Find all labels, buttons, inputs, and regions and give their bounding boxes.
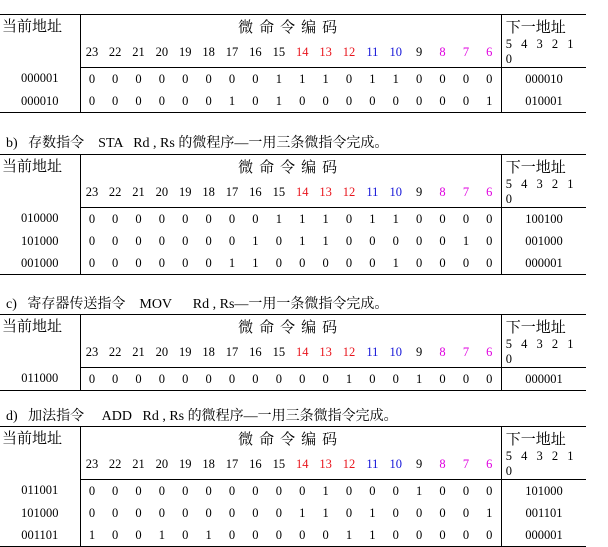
bit-cell: 0 [462,483,470,498]
bit-number: 10 [384,449,407,480]
header-next-address: 下一地址 [501,155,586,178]
next-address-cell: 001000 [501,230,586,252]
header-current-address: 当前地址 [0,15,80,68]
bit-cell: 0 [103,368,126,391]
bit-cell: 0 [103,524,126,547]
bit-number: 9 [407,449,430,480]
bit-cell: 0 [275,483,282,498]
bit-cell: 0 [135,483,142,498]
bit-cell: 0 [80,252,103,275]
bit-cell: 1 [392,71,399,86]
bit-number: 10 [384,337,407,368]
next-address-bit-numbers: 5 4 3 2 1 0 [501,37,586,68]
bit-cell: 1 [478,90,502,113]
bit-cell: 0 [454,368,477,391]
bit-cell: 0 [80,368,103,391]
bit-cell: 0 [407,252,430,275]
bit-cell: 0 [174,252,197,275]
bit-number: 13 [314,177,337,208]
bit-cell: 0 [127,524,150,547]
bit-cell: 0 [416,71,423,86]
header-current-address: 当前地址 [0,155,80,208]
bit-cell: 0 [392,505,399,520]
next-address-bit-numbers: 5 4 3 2 1 0 [501,337,586,368]
table-row [0,208,586,231]
bit-cell: 1 [337,524,360,547]
bit-cell: 0 [174,90,197,113]
bit-cell: 0 [135,71,142,86]
table-row [0,368,586,391]
bit-cell: 1 [361,524,384,547]
bit-number: 22 [103,449,126,480]
bit-cell: 0 [150,90,173,113]
bit-cell: 0 [291,252,314,275]
header-row [0,427,586,450]
bit-cell: 0 [431,90,454,113]
bit-cell: 0 [392,483,399,498]
current-address-cell: 010000 [0,208,80,231]
bit-cell: 1 [322,483,329,498]
bit-cell: 0 [314,524,337,547]
table-block-d [0,426,586,547]
bit-cell: 0 [454,252,477,275]
microcode-table [0,14,586,113]
bit-cell: 0 [462,71,470,86]
bit-cell: 1 [252,233,259,248]
bit-cell: 0 [158,505,165,520]
bit-number: 23 [80,337,103,368]
bit-cell: 1 [337,368,360,391]
bit-number: 22 [103,337,126,368]
bit-number: 22 [103,177,126,208]
bit-cell: 0 [369,233,376,248]
bit-cell: 0 [407,524,430,547]
bit-cell: 1 [416,483,423,498]
bit-cell: 1 [462,233,470,248]
bit-cell: 1 [322,71,329,86]
bit-cell: 0 [88,233,96,248]
header-row [0,155,586,178]
bit-cell: 0 [291,368,314,391]
bit-cell: 0 [361,368,384,391]
caption-d: d) 加法指令 ADD Rd , Rs 的微程序—一用三条微指令完成。 [6,409,398,424]
bit-cell: 1 [322,211,329,226]
bit-cell: 0 [127,368,150,391]
bit-cell: 0 [345,71,353,86]
bit-cell: 0 [478,252,502,275]
bit-cell: 0 [416,211,423,226]
bit-cell: 0 [150,252,173,275]
next-address-cell: 000001 [501,524,586,547]
bit-cell: 0 [182,505,189,520]
bit-number: 17 [220,37,243,68]
bit-cell: 0 [182,483,189,498]
next-address-cell: 101000 [501,480,586,503]
bit-cell: 0 [337,252,360,275]
table-row [0,252,586,275]
bit-cell: 0 [158,211,165,226]
bit-number: 20 [150,37,173,68]
caption-b: b) 存数指令 STA Rd , Rs 的微程序—一用三条微指令完成。 [6,136,389,151]
bit-cell: 0 [127,90,150,113]
bit-number: 16 [244,337,267,368]
bit-cell: 0 [220,368,243,391]
bit-number: 6 [478,37,502,68]
bit-cell: 0 [291,524,314,547]
bit-cell: 1 [299,71,306,86]
bit-cell: 0 [135,211,142,226]
bit-number: 10 [384,177,407,208]
header-micro-command: 微命令编码 [80,155,501,178]
header-next-address: 下一地址 [501,15,586,38]
table-row [0,230,586,252]
bit-cell: 1 [369,505,376,520]
bit-cell: 0 [252,483,259,498]
bit-number: 21 [127,177,150,208]
bit-cell: 0 [314,252,337,275]
table-row [0,480,586,503]
bit-cell: 1 [299,505,306,520]
bit-cell: 0 [252,505,259,520]
bit-cell: 1 [392,211,399,226]
bit-number: 9 [407,37,430,68]
bit-cell: 0 [220,524,243,547]
bit-number: 12 [337,337,360,368]
bit-cell: 0 [431,252,454,275]
bit-cell: 0 [228,71,236,86]
bit-number: 11 [361,449,384,480]
bit-cell: 0 [127,252,150,275]
bit-cell: 0 [135,505,142,520]
bit-cell: 0 [80,90,103,113]
bit-cell: 1 [150,524,173,547]
bit-number: 8 [431,449,454,480]
bit-cell: 0 [228,483,236,498]
bit-cell: 0 [345,211,353,226]
bit-cell: 0 [345,505,353,520]
bit-number: 23 [80,177,103,208]
bit-cell: 0 [158,233,165,248]
bit-cell: 1 [275,211,282,226]
bit-number: 14 [291,177,314,208]
bit-number: 6 [478,449,502,480]
bit-cell: 0 [158,483,165,498]
bit-number: 7 [454,337,477,368]
bit-cell: 0 [182,233,189,248]
header-current-address: 当前地址 [0,427,80,480]
table-row [0,68,586,91]
bit-cell: 1 [299,211,306,226]
bit-cell: 0 [111,483,119,498]
bit-cell: 0 [103,252,126,275]
bit-cell: 1 [220,90,243,113]
header-next-address: 下一地址 [501,427,586,450]
table-block-a [0,14,586,113]
bit-cell: 0 [174,524,197,547]
bit-cell: 0 [314,90,337,113]
bit-cell: 0 [88,505,96,520]
bit-number: 17 [220,177,243,208]
bit-number: 17 [220,337,243,368]
bit-cell: 0 [111,71,119,86]
bit-cell: 0 [407,90,430,113]
bit-cell: 0 [244,90,267,113]
bit-number: 13 [314,37,337,68]
bit-cell: 0 [291,90,314,113]
bit-cell: 0 [111,505,119,520]
bit-cell: 0 [361,252,384,275]
header-row [0,315,586,338]
bit-cell: 0 [205,505,212,520]
bit-number: 14 [291,449,314,480]
next-address-cell: 000001 [501,252,586,275]
bit-number: 15 [267,177,290,208]
bit-cell: 0 [439,233,446,248]
bit-number: 8 [431,177,454,208]
bit-number: 16 [244,177,267,208]
bit-cell: 0 [384,368,407,391]
table-row [0,524,586,547]
bit-cell: 0 [158,71,165,86]
bit-cell: 0 [369,483,376,498]
bit-cell: 0 [462,505,470,520]
bit-cell: 1 [299,233,306,248]
bit-number: 14 [291,37,314,68]
bit-cell: 0 [182,211,189,226]
microcode-table [0,154,586,275]
bit-cell: 1 [322,233,329,248]
table-block-b [0,154,586,275]
next-address-cell: 001101 [501,502,586,524]
bit-cell: 1 [197,524,220,547]
bit-cell: 1 [244,252,267,275]
bit-cell: 0 [439,483,446,498]
bit-cell: 1 [275,71,282,86]
bit-number: 23 [80,37,103,68]
bit-number: 12 [337,37,360,68]
bit-number: 22 [103,37,126,68]
bit-cell: 0 [205,211,212,226]
bit-cell: 0 [228,233,236,248]
bit-cell: 0 [337,90,360,113]
bit-cell: 0 [228,211,236,226]
bit-number: 19 [174,177,197,208]
bit-cell: 0 [416,505,423,520]
bit-cell: 0 [431,524,454,547]
next-address-bit-numbers: 5 4 3 2 1 0 [501,177,586,208]
bit-number: 20 [150,177,173,208]
header-micro-command: 微命令编码 [80,15,501,38]
bit-cell: 0 [174,368,197,391]
bit-cell: 0 [392,233,399,248]
current-address-cell: 000010 [0,90,80,113]
bit-number: 15 [267,37,290,68]
bit-number: 11 [361,177,384,208]
bit-cell: 0 [361,90,384,113]
bit-number-row [0,177,586,208]
bit-number: 18 [197,337,220,368]
bit-number: 18 [197,449,220,480]
bit-cell: 0 [135,233,142,248]
bit-number: 13 [314,449,337,480]
bit-cell: 0 [486,233,493,248]
table-row [0,90,586,113]
bit-number: 19 [174,449,197,480]
bit-cell: 0 [486,71,493,86]
microcode-table [0,426,586,547]
bit-cell: 0 [197,90,220,113]
bit-cell: 0 [439,505,446,520]
bit-number: 20 [150,337,173,368]
bit-number: 19 [174,337,197,368]
bit-number: 11 [361,37,384,68]
bit-number: 14 [291,337,314,368]
bit-cell: 0 [150,368,173,391]
bit-cell: 0 [486,211,493,226]
bit-number: 9 [407,177,430,208]
microcode-table [0,314,586,391]
bit-number: 7 [454,177,477,208]
bit-cell: 0 [252,71,259,86]
bit-cell: 0 [454,524,477,547]
bit-cell: 0 [244,524,267,547]
bit-number: 8 [431,37,454,68]
bit-cell: 0 [454,90,477,113]
bit-number: 18 [197,177,220,208]
bit-cell: 1 [407,368,430,391]
bit-cell: 0 [299,483,306,498]
table-block-c [0,314,586,391]
bit-number: 12 [337,177,360,208]
bit-cell: 0 [88,71,96,86]
current-address-cell: 000001 [0,68,80,91]
bit-cell: 0 [314,368,337,391]
bit-number: 21 [127,449,150,480]
bit-cell: 0 [197,368,220,391]
bit-cell: 0 [431,368,454,391]
bit-number: 19 [174,37,197,68]
bit-cell: 0 [88,483,96,498]
bit-cell: 0 [439,211,446,226]
bit-number: 21 [127,37,150,68]
bit-number: 23 [80,449,103,480]
bit-number: 16 [244,449,267,480]
current-address-cell: 001000 [0,252,80,275]
bit-number: 20 [150,449,173,480]
bit-number: 10 [384,37,407,68]
bit-cell: 1 [220,252,243,275]
bit-cell: 0 [182,71,189,86]
bit-cell: 0 [384,524,407,547]
bit-number: 15 [267,337,290,368]
current-address-cell: 101000 [0,502,80,524]
bit-number: 6 [478,177,502,208]
header-next-address: 下一地址 [501,315,586,338]
bit-number-row [0,37,586,68]
bit-cell: 0 [111,233,119,248]
bit-number: 13 [314,337,337,368]
bit-cell: 1 [369,71,376,86]
bit-cell: 1 [369,211,376,226]
bit-cell: 0 [486,483,493,498]
current-address-cell: 011000 [0,368,80,391]
current-address-cell: 011001 [0,480,80,503]
bit-cell: 0 [205,71,212,86]
bit-number: 7 [454,37,477,68]
bit-number: 12 [337,449,360,480]
next-address-cell: 000010 [501,68,586,91]
bit-cell: 1 [80,524,103,547]
header-micro-command: 微命令编码 [80,427,501,450]
bit-number: 21 [127,337,150,368]
bit-number: 15 [267,449,290,480]
bit-cell: 0 [88,211,96,226]
bit-number: 18 [197,37,220,68]
bit-cell: 0 [103,90,126,113]
next-address-cell: 000001 [501,368,586,391]
bit-cell: 0 [267,252,290,275]
bit-cell: 0 [439,71,446,86]
bit-cell: 0 [478,524,502,547]
bit-cell: 0 [384,90,407,113]
bit-cell: 0 [267,524,290,547]
header-row [0,15,586,38]
bit-cell: 0 [205,483,212,498]
bit-cell: 0 [197,252,220,275]
bit-number: 9 [407,337,430,368]
bit-number: 6 [478,337,502,368]
current-address-cell: 101000 [0,230,80,252]
bit-cell: 0 [252,211,259,226]
next-address-cell: 100100 [501,208,586,231]
bit-number: 11 [361,337,384,368]
bit-cell: 0 [462,211,470,226]
bit-number-row [0,449,586,480]
bit-cell: 0 [275,505,282,520]
bit-cell: 1 [486,505,493,520]
caption-c: c) 寄存器传送指令 MOV Rd , Rs—一用一条微指令完成。 [6,297,389,312]
next-address-cell: 010001 [501,90,586,113]
bit-cell: 0 [345,483,353,498]
bit-cell: 1 [322,505,329,520]
bit-cell: 0 [267,368,290,391]
header-current-address: 当前地址 [0,315,80,368]
bit-number: 16 [244,37,267,68]
bit-number: 8 [431,337,454,368]
bit-cell: 0 [244,368,267,391]
next-address-bit-numbers: 5 4 3 2 1 0 [501,449,586,480]
bit-cell: 0 [228,505,236,520]
bit-cell: 1 [384,252,407,275]
bit-number-row [0,337,586,368]
bit-cell: 0 [111,211,119,226]
bit-cell: 0 [205,233,212,248]
bit-cell: 0 [345,233,353,248]
bit-number: 7 [454,449,477,480]
header-micro-command: 微命令编码 [80,315,501,338]
table-row [0,502,586,524]
bit-cell: 0 [275,233,282,248]
bit-cell: 0 [416,233,423,248]
bit-cell: 0 [478,368,502,391]
bit-number: 17 [220,449,243,480]
current-address-cell: 001101 [0,524,80,547]
bit-cell: 1 [267,90,290,113]
